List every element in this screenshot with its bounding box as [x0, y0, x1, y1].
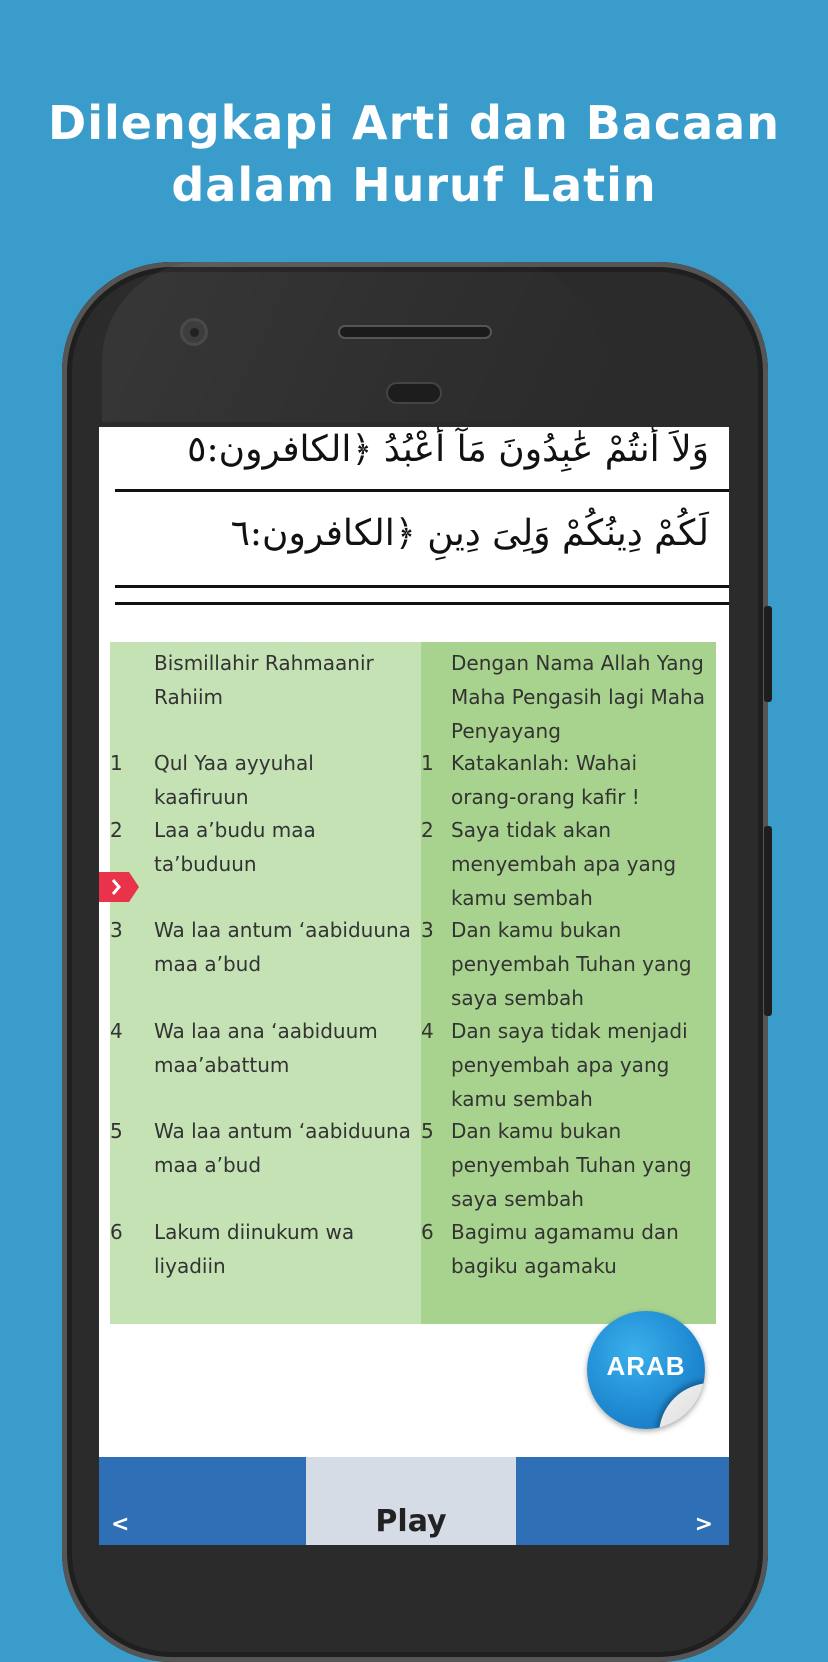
latin-column — [110, 642, 421, 1324]
row-number: 2 — [421, 818, 434, 842]
divider-3 — [115, 602, 729, 605]
row-number: 1 — [421, 751, 434, 775]
verse-table — [110, 642, 716, 1324]
latin-text: Wa laa antum ‘aabiduuna maa a’bud — [154, 1119, 411, 1177]
bottom-nav — [99, 1457, 729, 1545]
page-curl-icon — [659, 1383, 705, 1429]
row-number: 6 — [110, 1220, 123, 1244]
divider-2 — [115, 585, 729, 588]
arabic-verses — [99, 427, 729, 627]
prev-label: < — [111, 1512, 130, 1537]
volume-button — [764, 606, 772, 702]
play-label: Play — [375, 1504, 447, 1539]
latin-text: Qul Yaa ayyuhal kaafiruun — [154, 751, 314, 809]
arab-toggle-button[interactable] — [587, 1311, 705, 1429]
camera-icon — [180, 318, 208, 346]
row-number: 3 — [110, 918, 123, 942]
prev-button[interactable] — [99, 1457, 306, 1545]
headline-line-1: Dilengkapi Arti dan Bacaan — [48, 96, 780, 150]
translation-text: Dan kamu bukan penyembah Tuhan yang saya sembah — [451, 918, 692, 1010]
row-number: 1 — [110, 751, 123, 775]
translation-text: Dan kamu bukan penyembah Tuhan yang saya sembah — [451, 1119, 692, 1211]
promo-headline — [0, 92, 828, 216]
speaker-grille — [338, 325, 492, 339]
translation-column — [421, 642, 716, 1324]
row-number: 5 — [110, 1119, 123, 1143]
next-label: > — [694, 1512, 713, 1537]
latin-text: Wa laa ana ‘aabiduum maa’abattum — [154, 1019, 378, 1077]
row-number: 5 — [421, 1119, 434, 1143]
translation-text: Saya tidak akan menyembah apa yang kamu sembah — [451, 818, 677, 910]
play-button[interactable] — [306, 1457, 516, 1545]
divider-1 — [115, 489, 729, 492]
row-number: 4 — [421, 1019, 434, 1043]
arab-label: ARAB — [606, 1351, 686, 1381]
translation-text: Dan saya tidak menjadi penyembah apa yang kamu sembah — [451, 1019, 688, 1111]
next-button[interactable] — [516, 1457, 729, 1545]
row-number: 2 — [110, 818, 123, 842]
translation-text: Dengan Nama Allah Yang Maha Pengasih lagi Maha Penyayang — [451, 651, 705, 743]
latin-text: Wa laa antum ‘aabiduuna maa a’bud — [154, 918, 411, 976]
headline-line-2: dalam Huruf Latin — [171, 158, 657, 212]
translation-text: Bagimu agamamu dan bagiku agamaku — [451, 1220, 679, 1278]
bookmark-tab-icon[interactable] — [99, 872, 139, 902]
app-screen — [99, 427, 729, 1545]
latin-text: Bismillahir Rahmaanir Rahiim — [154, 651, 374, 709]
row-number: 6 — [421, 1220, 434, 1244]
row-number: 4 — [110, 1019, 123, 1043]
latin-text: Laa a’budu maa ta’buduun — [154, 818, 316, 876]
arabic-ayah-5: وَلاَ أَنتُمْ عَٰبِدُونَ مَآ أَعْبُدُ ﴿الكافرون:٥ — [187, 429, 709, 470]
latin-text: Lakum diinukum wa liyadiin — [154, 1220, 355, 1278]
phone-shine — [102, 262, 602, 422]
power-button — [764, 826, 772, 1016]
proximity-sensor — [386, 382, 442, 404]
translation-text: Katakanlah: Wahai orang-orang kafir ! — [451, 751, 640, 809]
arabic-ayah-6: لَكُمْ دِينُكُمْ وَلِىَ دِينِ ﴿الكافرون:٦ — [230, 513, 709, 554]
row-number: 3 — [421, 918, 434, 942]
